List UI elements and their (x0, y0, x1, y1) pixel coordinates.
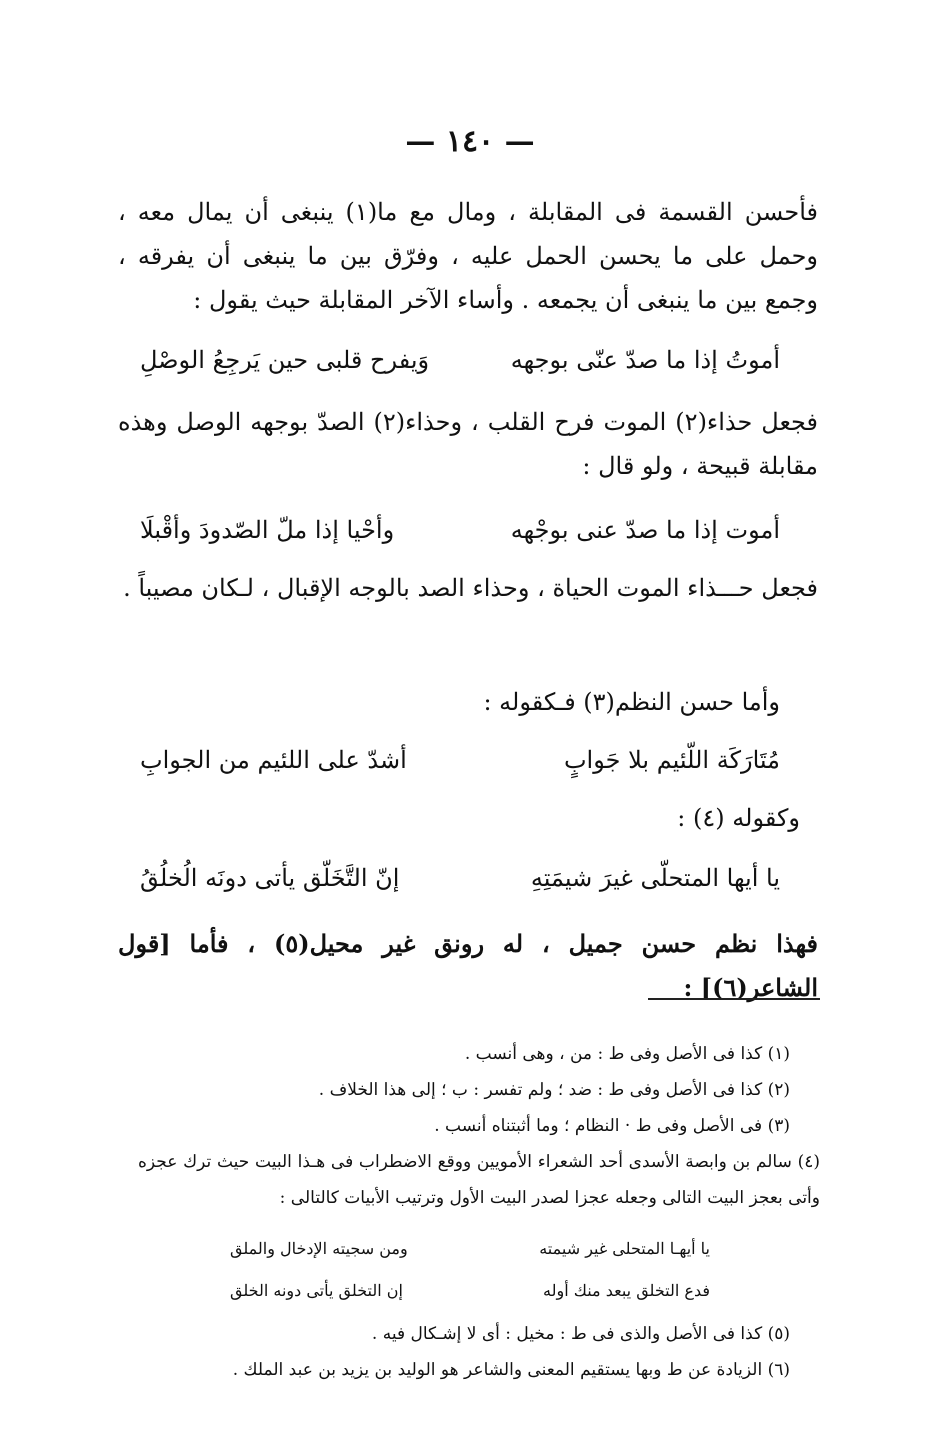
paragraph-wa-kaqawlihi: وكقوله (٤) : (677, 804, 800, 832)
verse-3-second-hemistich: أشدّ على اللئيم من الجوابِ (140, 746, 407, 774)
footnotes-block-2 (150, 1316, 790, 1388)
footnote-divider (648, 998, 820, 1000)
paragraph-conclusion: فهذا نظم حسن جميل ، له رونق غير محيل(٥) ، فأما [قول الشاعر(٦)] : (118, 929, 818, 1002)
verse-1-second-hemistich: وَيفرح قلبى حين يَرجِعُ الوصْلِ (140, 346, 430, 374)
footnote-3: (٣) فى الأصل وفى ط · النظام ؛ وما أثبتناه أنسب . (434, 1116, 790, 1136)
footnote-verse-1-second: ومن سجيته الإدخال والملق (230, 1239, 408, 1258)
verse-2-first-hemistich: أموت إذا ما صدّ عنى بوجْهه (510, 516, 780, 544)
page-number: — ١٤٠ — (405, 124, 535, 159)
verse-line-1 (140, 340, 780, 380)
footnote-5: (٥) كذا فى الأصل والذى فى ط : مخيل : أى لا إشـكال فيه . (371, 1324, 790, 1344)
verse-4-second-hemistich: إنّ التَّخَلّق يأتى دونَه الُخلُقُ (140, 864, 400, 892)
paragraph-critique: فجعل حذاء(٢) الموت فرح القلب ، وحذاء(٢) الصدّ بوجهه الوصل وهذه مقابلة قبيحة ، ولو قال : (118, 408, 818, 480)
footnote-verse-2-second: إن التخلق يأتى دونه الخلق (230, 1281, 403, 1300)
footnote-6: (٦) الزيادة عن ط وبها يستقيم المعنى والشاعر هو الوليد بن يزيد بن عبد الملك . (232, 1360, 790, 1380)
verse-3-first-hemistich: مُتَارَكَة اللّئيم بلا جَوابٍ (563, 746, 780, 774)
verse-line-2 (140, 510, 780, 550)
footnote-1: (١) كذا فى الأصل وفى ط : من ، وهى أنسب . (464, 1044, 790, 1064)
paragraph-intro: فأحسن القسمة فى المقابلة ، ومال مع ما(١) ينبغى أن يمال معه ، وحمل على ما يحسن الحمل عليه ، وفرّق بين ما ينبغى أن يفرقه ، وجمع بين ما ينبغى أن يجمعه . وأساء الآخر المقابلة حيث يقول : (118, 198, 818, 314)
verse-2-second-hemistich: وأحْيا إذا ملّ الصّدودَ وأقْبلَا (140, 516, 395, 544)
paragraph-correction: فجعل حـــذاء الموت الحياة ، وحذاء الصد بالوجه الإقبال ، لـكان مصيباً . (123, 574, 818, 602)
footnote-verse-2-first: فدع التخلق يبعد منك أوله (543, 1281, 710, 1300)
footnote-verse-1 (230, 1232, 710, 1266)
paragraph-nazm: وأما حسن النظم(٣) فـكقوله : (483, 688, 780, 716)
footnote-2: (٢) كذا فى الأصل وفى ط : ضد ؛ ولم تفسر : ب ؛ إلى هذا الخلاف . (318, 1080, 790, 1100)
verse-1-first-hemistich: أموتُ إذا ما صدّ عنّى بوجهه (510, 346, 780, 374)
verse-line-3 (140, 740, 780, 780)
verse-4-first-hemistich: يا أيها المتحلّى غيرَ شيمَتِهِ (530, 864, 780, 892)
footnotes-block (150, 1036, 790, 1144)
footnote-verse-1-first: يا أيهـا المتحلى غير شيمته (539, 1239, 710, 1258)
footnote-verse-2 (230, 1274, 710, 1308)
footnote-4: (٤) سالم بن وابصة الأسدى أحد الشعراء الأمويين ووقع الاضطراب فى هـذا البيت حيث ترك عجزه وأتى بعجز البيت التالى وجعله عجزا لصدر البيت الأول وترتيب الأبيات كالتالى : (138, 1152, 820, 1208)
verse-line-4 (140, 858, 780, 898)
